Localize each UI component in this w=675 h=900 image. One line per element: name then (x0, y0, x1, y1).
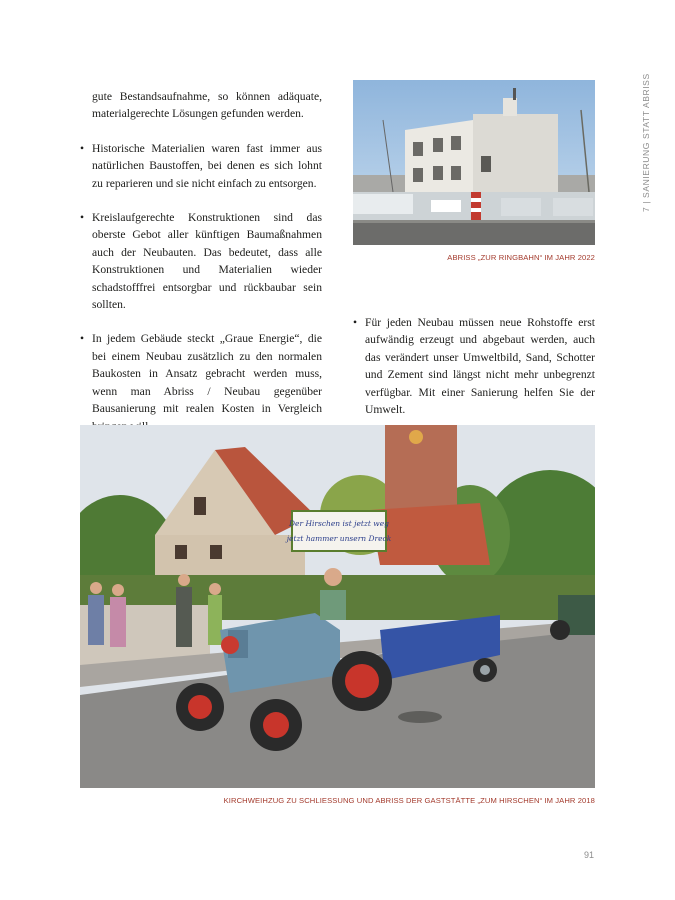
bottom-photo-caption: KIRCHWEIHZUG ZU SCHLIESSUNG UND ABRISS DER GASTSTÄTTE „ZUM HIRSCHEN“ IM JAHR 2018 (223, 796, 595, 805)
bullet-item: • In jedem Gebäude steckt „Graue Energie“, die bei einem Neubau zusätzlich zu den normalen Baukosten in Ansatz gebracht werden muss, wenn man Abriss / Neubau gegenüber Bausanierung mit realen Kosten in Vergleich (80, 330, 322, 434)
intro-paragraph: gute Bestandsaufnahme, so können adäquate, materialgerechte Lösungen gefunden werden. (92, 90, 322, 121)
right-column (353, 314, 595, 418)
page-number: 91 (584, 850, 595, 860)
bullet-item: • Historische Materialien waren fast immer aus natürlichen Baustoffen, bei denen es sich lohnt zu reparieren und sie nicht einfach zu entsorgen. (80, 140, 322, 192)
banner-text-1: Der Hirschen ist jetzt weg (289, 519, 389, 528)
bullet-item: • Für jeden Neubau müssen neue Rohstoffe erst aufwändig erzeugt und abgebaut werden, auch das verändert unser Umweltbild, Sand, Schotter und Zement sind längst nicht mehr unbegrenzt verfügbar. Mit einer Sanierung helfen Sie der Umwelt. (353, 314, 595, 418)
parade-photo (80, 425, 595, 788)
top-photo-caption: ABRISS „ZUR RINGBAHN“ IM JAHR 2022 (447, 253, 595, 262)
demolition-photo (353, 80, 595, 245)
demolition-illustration (353, 80, 595, 245)
running-header-text: 7 | SANIERUNG STATT ABRISS (641, 73, 651, 212)
banner-text-2: jetzt hammer unsern Dreck (286, 534, 392, 543)
running-header (641, 73, 655, 212)
parade-illustration (80, 425, 595, 788)
bullet-item: • Kreislaufgerechte Konstruktionen sind das oberste Gebot aller künftigen Baumaßnahmen auch der Neubauten. Das bedeutet, dass alle Konstruktionen und Materialien wieder schadstofffrei entsorgbar und rückbaubar sein sollten. (80, 209, 322, 313)
left-column (80, 88, 322, 435)
